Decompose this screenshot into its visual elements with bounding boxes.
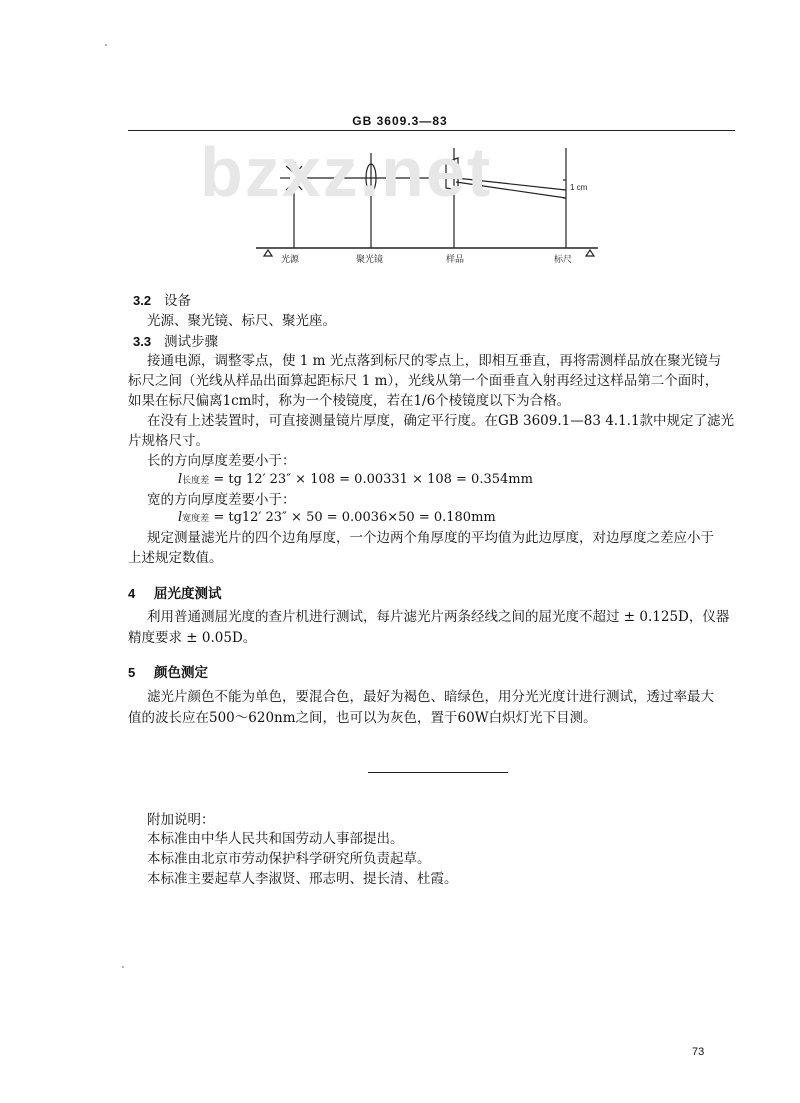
long-direction-formula xyxy=(178,472,533,487)
section-number: 3.2 xyxy=(133,293,152,308)
section-3-3-heading xyxy=(133,332,218,352)
document-header: GB 3609.3—83 xyxy=(352,114,448,128)
watermark: bzxz.net xyxy=(200,133,493,211)
label-scale: 标尺 xyxy=(554,255,573,265)
formula-variable: l xyxy=(178,472,183,487)
note-item: 本标准主要起草人李淑贤、邢志明、提长清、杜霞。 xyxy=(147,871,458,887)
header-rule xyxy=(128,130,735,131)
measure-label: 1 cm xyxy=(570,183,588,192)
paragraph-line: 值的波长应在500～620nm之间，也可以为灰色，置于60W白炽灯光下目测。 xyxy=(128,710,597,726)
label-condenser-lens: 聚光镜 xyxy=(356,255,384,265)
formula-subscript: 宽度差 xyxy=(182,514,210,524)
section-title: 颜色测定 xyxy=(154,665,209,681)
scan-speck xyxy=(105,44,107,46)
paragraph-line: 标尺之间（光线从样品出面算起距标尺 1 m），光线从第一个面垂直入射再经过这样品第二个面时， xyxy=(128,373,719,389)
long-direction-label: 长的方向厚度差要小于： xyxy=(147,453,296,469)
wide-direction-label: 宽的方向厚度差要小于： xyxy=(147,492,296,508)
formula-expression: = tg 12′ 23″ × 108 = 0.00331 × 108 = 0.354mm xyxy=(209,472,533,487)
section-title: 屈光度测试 xyxy=(154,586,222,602)
note-item: 本标准由中华人民共和国劳动人事部提出。 xyxy=(147,831,404,847)
paragraph-line: 片规格尺寸。 xyxy=(128,433,209,449)
paragraph-line: 滤光片颜色不能为单色，要混合色，最好为褐色、暗绿色，用分光光度计进行测试，透过率最大 xyxy=(147,689,714,705)
wide-direction-formula xyxy=(178,510,496,525)
page-number: 73 xyxy=(692,1046,705,1058)
formula-variable: l xyxy=(178,510,183,525)
note-item: 本标准由北京市劳动保护科学研究所负责起草。 xyxy=(147,851,431,867)
section-3-2-body: 光源、聚光镜、标尺、聚光座。 xyxy=(147,313,336,329)
label-light-source: 光源 xyxy=(281,255,300,265)
section-5-heading xyxy=(128,663,208,683)
end-rule xyxy=(368,772,508,773)
section-number: 3.3 xyxy=(133,334,152,349)
section-3-2-heading xyxy=(133,291,191,311)
section-title: 设备 xyxy=(163,293,191,309)
section-number: 5 xyxy=(128,665,136,680)
label-sample: 样品 xyxy=(446,255,465,265)
formula-subscript: 长度差 xyxy=(182,476,210,486)
formula-expression: = tg12′ 23″ × 50 = 0.0036×50 = 0.180mm xyxy=(209,510,496,525)
paragraph-line: 上述规定数值。 xyxy=(128,550,223,566)
scan-speck xyxy=(122,966,124,968)
paragraph-line: 在没有上述装置时，可直接测量镜片厚度，确定平行度。在GB 3609.1—83 4.1.1款中规定了滤光 xyxy=(147,413,735,429)
paragraph-line: 接通电源，调整零点，使 1 m 光点落到标尺的零点上，即相互垂直，再将需测样品放在聚光镜与 xyxy=(147,353,722,369)
notes-title: 附加说明： xyxy=(147,812,215,828)
paragraph-line: 精度要求 ± 0.05D。 xyxy=(128,630,257,646)
paragraph-line: 利用普通测屈光度的查片机进行测试，每片滤光片两条经线之间的屈光度不超过 ± 0.125D，仪器 xyxy=(147,609,730,625)
section-number: 4 xyxy=(128,586,136,601)
paragraph-line: 如果在标尺偏离1cm时，称为一个棱镜度，若在1/6个棱镜度以下为合格。 xyxy=(128,393,571,409)
section-title: 测试步骤 xyxy=(163,334,218,350)
paragraph-line: 规定测量滤光片的四个边角厚度，一个边两个角厚度的平均值为此边厚度，对边厚度之差应小于 xyxy=(147,530,714,546)
section-4-heading xyxy=(128,584,222,604)
